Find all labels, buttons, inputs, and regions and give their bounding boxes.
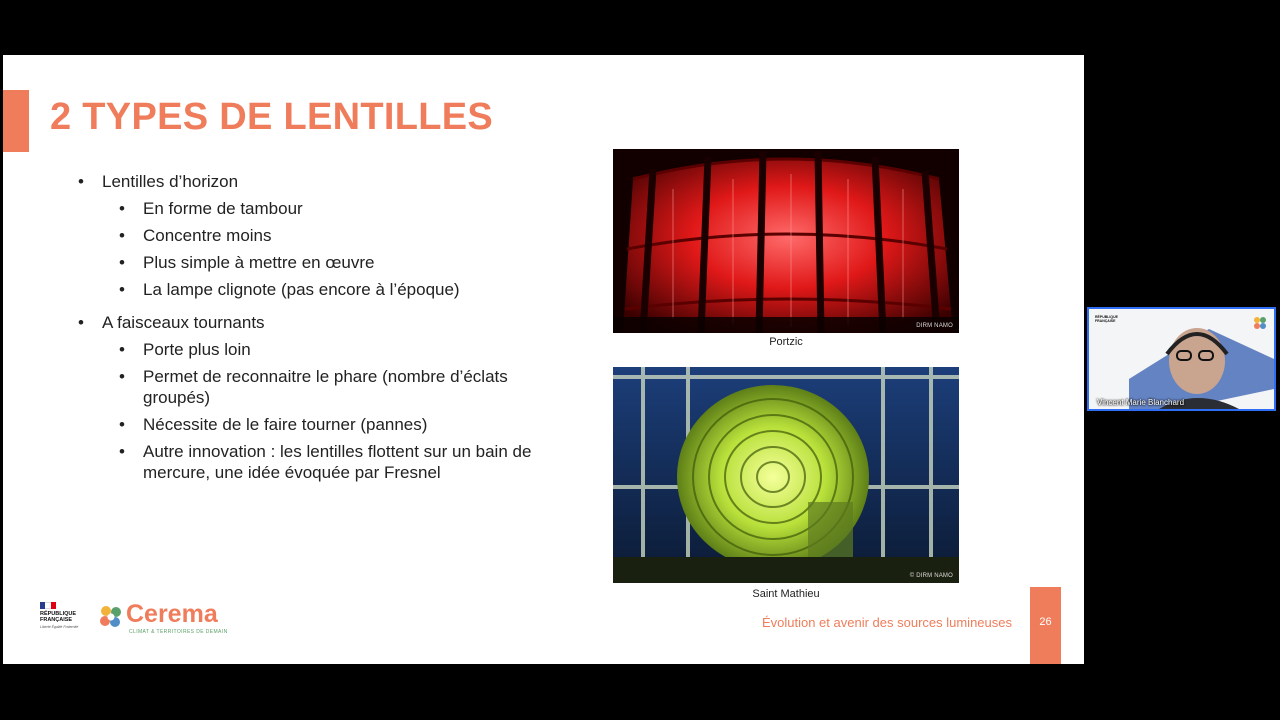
bullet-level2: • Autre innovation : les lentilles flottent sur un bain de mercure, une idée évoquée par Fresnel	[78, 441, 538, 483]
bullet-text: A faisceaux tournants	[102, 313, 265, 332]
bullet-level2: • La lampe clignote (pas encore à l’époque)	[78, 279, 538, 300]
cerema-name: Cerema	[126, 600, 218, 628]
bullet-text: Lentilles d’horizon	[102, 172, 239, 191]
bullet-level2: • Nécessite de le faire tourner (pannes)	[78, 414, 538, 435]
republique-francaise-logo	[40, 602, 80, 629]
participant-video-frame	[1089, 309, 1274, 409]
french-flag-icon	[40, 602, 56, 609]
participant-video-tile[interactable]	[1087, 307, 1276, 411]
photo-portzic	[613, 149, 959, 333]
sub-bullet-list	[78, 339, 538, 483]
bullet-level2: • Plus simple à mettre en œuvre	[78, 252, 538, 273]
photo-saint-mathieu	[613, 367, 959, 583]
bullet-level2: • Porte plus loin	[78, 339, 538, 360]
footer-title: Évolution et avenir des sources lumineuses	[761, 615, 1012, 630]
photo-caption: Portzic	[769, 336, 803, 348]
republique-francaise-mini-logo: RÉPUBLIQUE FRANÇAISE	[1095, 315, 1118, 323]
photo-credit: DIRM NAMO	[916, 323, 953, 329]
presentation-slide	[3, 55, 1084, 664]
sub-bullet-list	[78, 198, 538, 300]
slide-title: 2 TYPES DE LENTILLES	[50, 96, 494, 138]
bullet-level1	[78, 171, 538, 192]
bullet-level2: • Concentre moins	[78, 225, 538, 246]
bullet-level2: • Permet de reconnaitre le phare (nombre d’éclats groupés)	[78, 366, 538, 408]
photo-credit: © DIRM NAMO	[909, 573, 953, 579]
title-accent-bar	[3, 90, 29, 152]
bullet-level1	[78, 312, 538, 333]
bullet-level2: • En forme de tambour	[78, 198, 538, 219]
participant-name: Vincent Marie Blanchard	[1097, 398, 1185, 407]
bullet-list	[78, 171, 538, 489]
logo-motto: Liberté Égalité Fraternité	[40, 625, 79, 629]
logo-text: RÉPUBLIQUE	[40, 611, 77, 617]
page-number: 26	[1030, 587, 1061, 664]
cerema-tagline: CLIMAT & TERRITOIRES DE DEMAIN	[129, 629, 228, 635]
logo-text: FRANÇAISE	[40, 617, 73, 623]
photo-caption: Saint Mathieu	[752, 588, 820, 600]
cerema-star-icon	[96, 602, 126, 632]
red-lighthouse-lens-photo	[613, 149, 959, 333]
green-lighthouse-lens-photo	[613, 367, 959, 583]
